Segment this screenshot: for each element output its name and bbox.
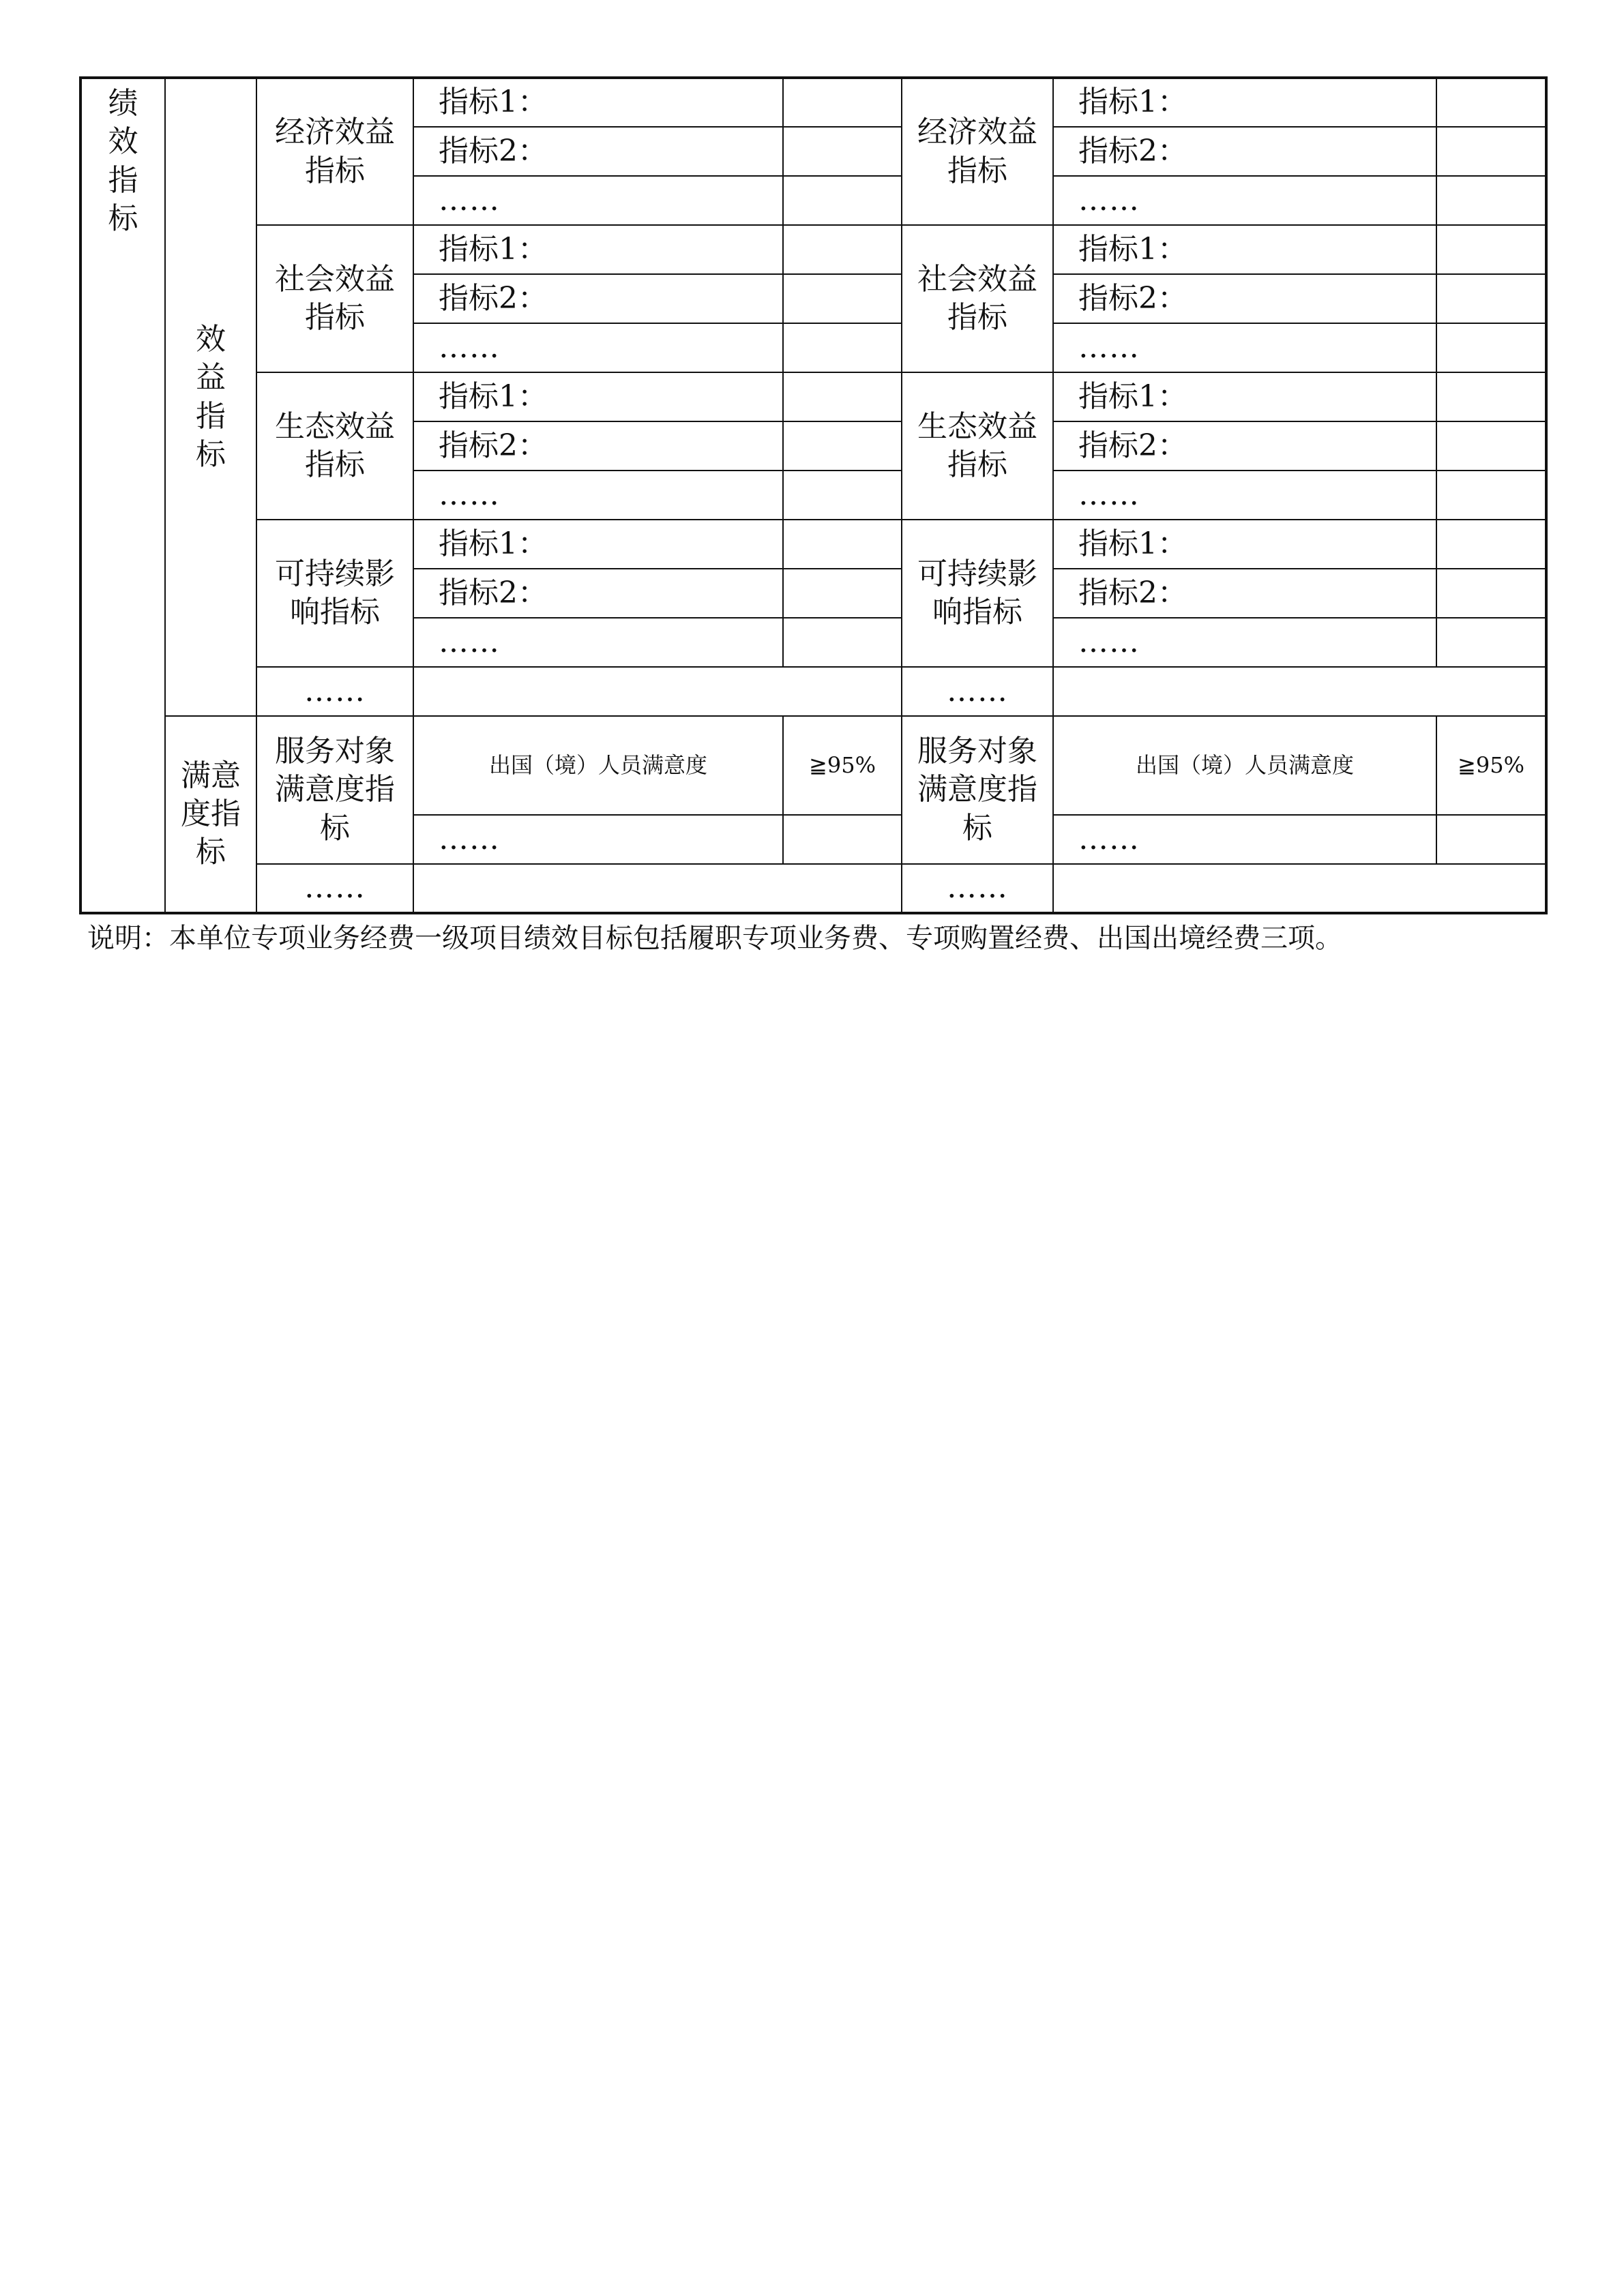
ecological-group-right: 生态效益指标 xyxy=(902,372,1053,520)
satisfaction-target-value: ≧95% xyxy=(783,716,902,815)
satisfaction-label: 满意度指标 xyxy=(181,758,241,870)
empty-cell xyxy=(1053,864,1546,913)
value-cell xyxy=(783,520,902,569)
economic-group-right: 经济效益指标 xyxy=(902,78,1053,225)
value-cell xyxy=(783,323,902,372)
service-group-left: 服务对象满意度指标 xyxy=(256,716,413,864)
value-cell xyxy=(1436,569,1546,618)
value-cell xyxy=(1436,815,1546,864)
ellipsis-cell: …… xyxy=(413,323,783,372)
indicator-cell: 指标1： xyxy=(1053,78,1436,127)
ellipsis-cell: …… xyxy=(1053,323,1436,372)
value-cell xyxy=(1436,372,1546,421)
indicator-cell: 指标1： xyxy=(413,372,783,421)
value-cell xyxy=(1436,78,1546,127)
ellipsis-cell: …… xyxy=(1053,176,1436,225)
indicator-cell: 指标2： xyxy=(1053,274,1436,323)
value-cell xyxy=(1436,323,1546,372)
ellipsis-cell: …… xyxy=(1053,471,1436,520)
empty-cell xyxy=(413,667,902,716)
indicator-cell: 指标2： xyxy=(1053,127,1436,176)
value-cell xyxy=(783,471,902,520)
indicator-cell: 指标1： xyxy=(1053,372,1436,421)
value-cell xyxy=(783,127,902,176)
service-group-right: 服务对象满意度指标 xyxy=(902,716,1053,864)
empty-cell xyxy=(413,864,902,913)
value-cell xyxy=(1436,618,1546,667)
indicator-cell: 指标2： xyxy=(413,274,783,323)
social-group-left: 社会效益指标 xyxy=(256,225,413,372)
ellipsis-cell: …… xyxy=(902,864,1053,913)
level1-performance-indicator-cell xyxy=(80,78,165,913)
empty-cell xyxy=(1053,667,1546,716)
value-cell xyxy=(1436,421,1546,471)
ellipsis-cell: …… xyxy=(413,618,783,667)
indicator-cell: 指标1： xyxy=(413,225,783,274)
ellipsis-cell: …… xyxy=(413,176,783,225)
value-cell xyxy=(1436,471,1546,520)
value-cell xyxy=(1436,176,1546,225)
indicator-cell: 指标2： xyxy=(1053,421,1436,471)
value-cell xyxy=(783,225,902,274)
satisfaction-indicator-name: 出国（境）人员满意度 xyxy=(413,716,783,815)
ecological-group-left: 生态效益指标 xyxy=(256,372,413,520)
ellipsis-cell: …… xyxy=(1053,618,1436,667)
indicator-cell: 指标1： xyxy=(1053,520,1436,569)
value-cell xyxy=(783,569,902,618)
ellipsis-cell: …… xyxy=(1053,815,1436,864)
sustainable-group-right: 可持续影响指标 xyxy=(902,520,1053,667)
value-cell xyxy=(783,815,902,864)
ellipsis-cell: …… xyxy=(902,667,1053,716)
value-cell xyxy=(783,618,902,667)
ellipsis-cell: …… xyxy=(413,471,783,520)
economic-group-left: 经济效益指标 xyxy=(256,78,413,225)
ellipsis-cell: …… xyxy=(256,864,413,913)
ellipsis-cell: …… xyxy=(256,667,413,716)
value-cell xyxy=(783,372,902,421)
ellipsis-cell: …… xyxy=(413,815,783,864)
benefit-indicator-cell xyxy=(165,78,256,716)
indicator-cell: 指标2： xyxy=(413,569,783,618)
indicator-cell: 指标2： xyxy=(413,421,783,471)
value-cell xyxy=(783,176,902,225)
value-cell xyxy=(783,274,902,323)
table-note: 说明：本单位专项业务经费一级项目绩效目标包括履职专项业务费、专项购置经费、出国出境经费三项。 xyxy=(87,923,1342,954)
social-group-right: 社会效益指标 xyxy=(902,225,1053,372)
value-cell xyxy=(783,421,902,471)
indicator-cell: 指标1： xyxy=(413,520,783,569)
level1-label: 绩效指标 xyxy=(108,86,138,236)
satisfaction-indicator-name: 出国（境）人员满意度 xyxy=(1053,716,1436,815)
satisfaction-indicator-cell xyxy=(165,716,256,913)
value-cell xyxy=(783,78,902,127)
benefit-label: 效益指标 xyxy=(196,321,226,472)
indicator-cell: 指标2： xyxy=(1053,569,1436,618)
performance-indicator-table xyxy=(79,76,1548,914)
satisfaction-target-value: ≧95% xyxy=(1436,716,1546,815)
value-cell xyxy=(1436,274,1546,323)
indicator-cell: 指标1： xyxy=(1053,225,1436,274)
value-cell xyxy=(1436,520,1546,569)
sustainable-group-left: 可持续影响指标 xyxy=(256,520,413,667)
indicator-cell: 指标2： xyxy=(413,127,783,176)
value-cell xyxy=(1436,225,1546,274)
indicator-cell: 指标1： xyxy=(413,78,783,127)
value-cell xyxy=(1436,127,1546,176)
